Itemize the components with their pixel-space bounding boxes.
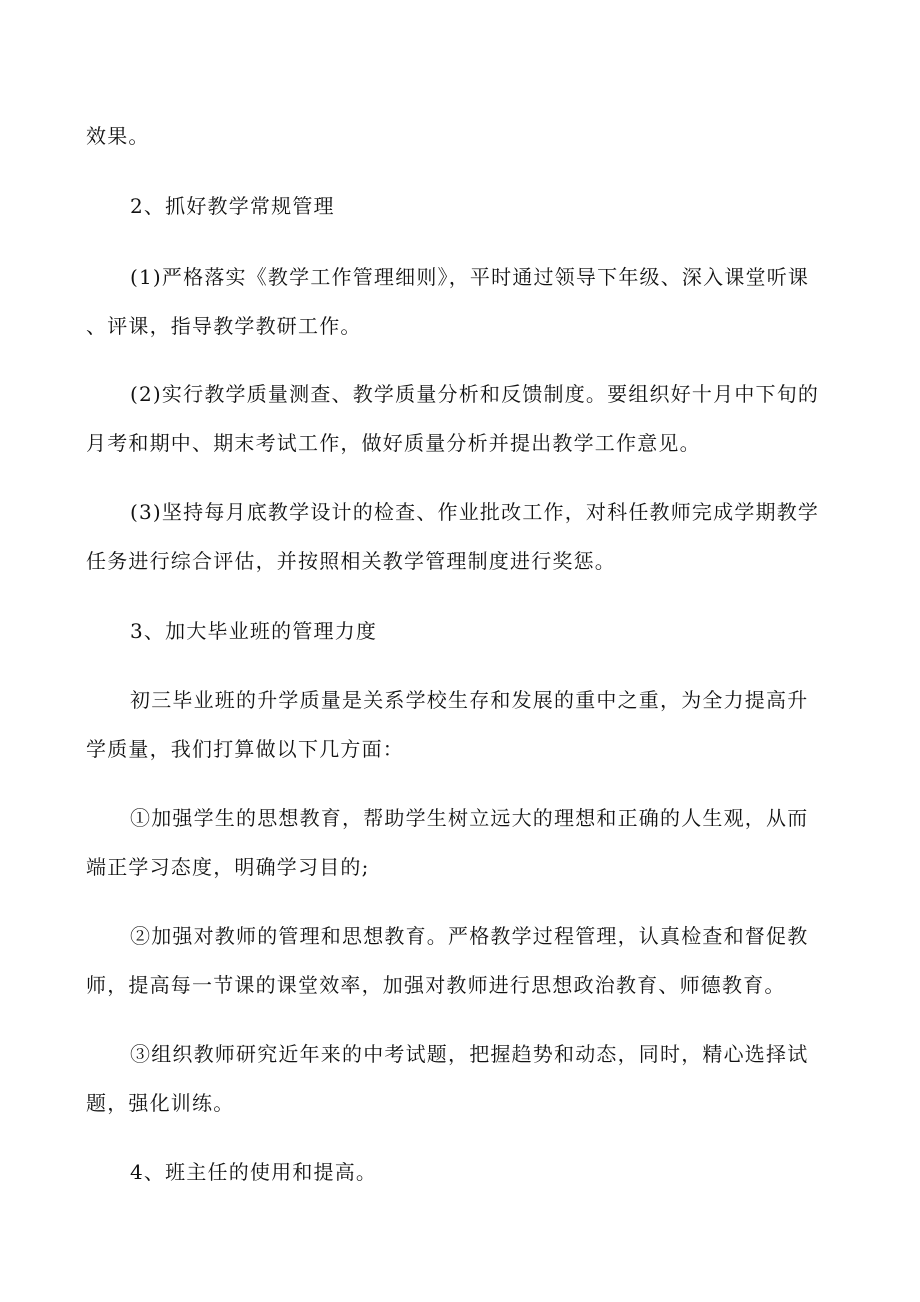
section-heading: 4、班主任的使用和提高。 — [130, 1160, 378, 1184]
paragraph-line: 学质量，我们打算做以下几方面： — [86, 737, 404, 761]
paragraph-line: 效果。 — [86, 124, 150, 148]
paragraph-line: 端正学习态度，明确学习目的; — [86, 855, 370, 879]
paragraph-line: ③组织教师研究近年来的中考试题，把握趋势和动态，同时，精心选择试 — [130, 1042, 809, 1066]
paragraph-line: 月考和期中、期末考试工作，做好质量分析并提出教学工作意见。 — [86, 431, 701, 455]
paragraph-line: (1)严格落实《教学工作管理细则》，平时通过领导下年级、深入课堂听课 — [130, 265, 810, 289]
paragraph-line: (2)实行教学质量测查、教学质量分析和反馈制度。要组织好十月中下旬的 — [130, 382, 820, 406]
paragraph-line: 任务进行综合评估，并按照相关教学管理制度进行奖惩。 — [86, 549, 616, 573]
paragraph-line: 、评课，指导教学教研工作。 — [86, 314, 362, 338]
paragraph-line: 初三毕业班的升学质量是关系学校生存和发展的重中之重，为全力提高升 — [130, 688, 809, 712]
paragraph-line: 题，强化训练。 — [86, 1091, 235, 1115]
section-heading: 3、加大毕业班的管理力度 — [130, 619, 378, 643]
paragraph-line: (3)坚持每月底教学设计的检查、作业批改工作，对科任教师完成学期教学 — [130, 500, 820, 524]
paragraph-line: 师，提高每一节课的课堂效率，加强对教师进行思想政治教育、师德教育。 — [86, 973, 786, 997]
paragraph-line: ①加强学生的思想教育，帮助学生树立远大的理想和正确的人生观，从而 — [130, 806, 809, 830]
section-heading: 2、抓好教学常规管理 — [130, 194, 335, 218]
paragraph-line: ②加强对教师的管理和思想教育。严格教学过程管理，认真检查和督促教 — [130, 924, 809, 948]
